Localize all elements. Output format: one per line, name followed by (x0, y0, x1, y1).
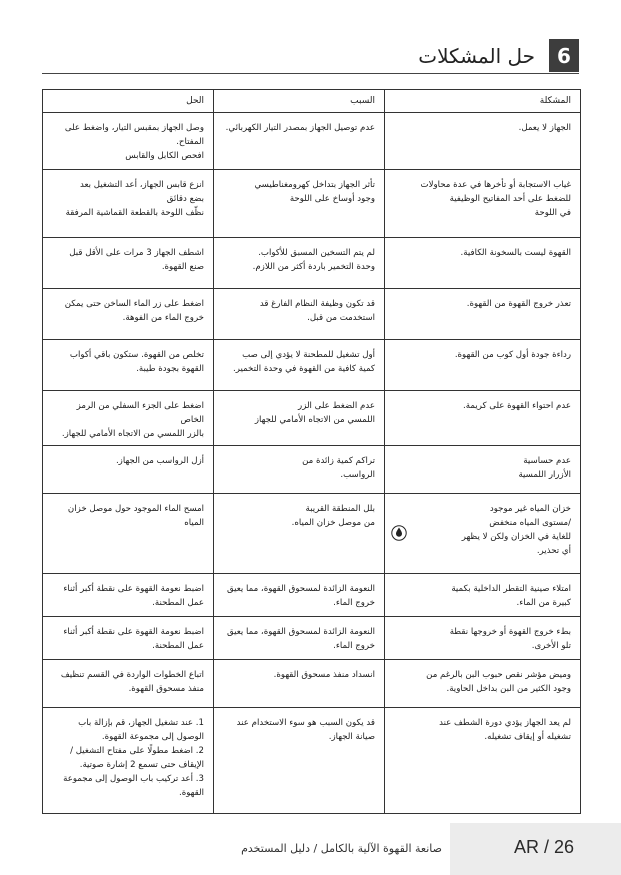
cell-problem (385, 446, 581, 494)
cell-solution (43, 708, 214, 814)
problem-text-line: في اللوحة (534, 208, 571, 218)
cell-problem (385, 340, 581, 391)
cell-problem (385, 238, 581, 289)
cell-solution (43, 170, 214, 238)
cell-solution (43, 340, 214, 391)
solution-text-line: امسح الماء الموجود حول موصل خزان (67, 504, 204, 514)
cause-text-line: وجود أوساخ على اللوحة (289, 194, 375, 204)
table-row (43, 113, 581, 170)
solution-text-line: أزل الرواسب من الجهاز. (115, 456, 204, 466)
table-row (43, 170, 581, 238)
table-row (43, 238, 581, 289)
problem-text-line: تلو الأخرى. (531, 641, 571, 651)
cause-text-line: اللمسي من الاتجاه الأمامي للجهاز (254, 415, 375, 425)
table-row (43, 446, 581, 494)
problem-text-line: وجود الكثير من البن بداخل الحاوية. (446, 684, 571, 694)
page-number: AR / 26 (514, 837, 575, 857)
solution-text-line: اشطف الجهاز 3 مرات على الأقل قبل (69, 248, 204, 258)
problem-text-line: خزان المياه غير موجود (489, 504, 571, 514)
problem-text-line: عدم احتواء القهوة على كريمة. (463, 401, 571, 411)
problem-text-line: تعذر خروج القهوة من القهوة. (466, 299, 571, 309)
solution-text-line: بضع دقائق (166, 194, 204, 204)
cell-cause (214, 391, 385, 446)
cause-text-line: أول تشغيل للمطحنة لا يؤدي إلى صب (242, 350, 375, 360)
troubleshooting-table (42, 89, 580, 814)
solution-text-line: المفتاح. (176, 137, 204, 147)
problem-text-line: لم يعد الجهاز يؤدي دورة الشطف عند (439, 718, 571, 728)
cause-text-line: استخدمت من قبل. (307, 313, 375, 323)
table-row (43, 660, 581, 708)
table-row (43, 574, 581, 617)
solution-text-line: وصل الجهاز بمقبس التيار، واضغط على (64, 123, 204, 133)
solution-text-line: اضبط نعومة القهوة على نقطة أكبر أثناء (63, 584, 204, 594)
cell-cause (214, 113, 385, 170)
cause-text-line: تأثر الجهاز بتداخل كهرومغناطيسي (254, 180, 375, 190)
solution-text-line: القهوة بجودة طيبة. (136, 364, 204, 374)
solution-text-line: تخلص من القهوة. ستكون باقي أكواب (69, 350, 204, 360)
cell-solution (43, 238, 214, 289)
solution-text-line: 3. أعد تركيب باب الوصول إلى مجموعة (63, 774, 204, 784)
table-row (43, 617, 581, 660)
column-header-cause: السبب (214, 90, 385, 113)
cell-solution (43, 660, 214, 708)
problem-text-line: الأزرار اللمسية (518, 470, 571, 480)
cell-problem (385, 113, 581, 170)
solution-text-line: نظّف اللوحة بالقطعة القماشية المرفقة (65, 208, 204, 218)
problem-text-line: أي تحذير. (536, 546, 571, 556)
solution-text-line: صنع القهوة. (161, 262, 204, 272)
water-drop-icon (391, 524, 407, 542)
table-header-row (43, 90, 581, 113)
cell-solution (43, 494, 214, 574)
problem-text-line: للضغط على أحد المفاتيح الوظيفية (449, 194, 571, 204)
problem-text-line: القهوة ليست بالسخونة الكافية. (460, 248, 571, 258)
problem-text-line: تشغيله أو إيقاف تشغيله. (484, 732, 571, 742)
cause-text-line: لم يتم التسخين المسبق للأكواب. (258, 248, 375, 258)
problem-text-line: الجهاز لا يعمل. (518, 123, 571, 133)
cell-cause (214, 170, 385, 238)
solution-text-line: اتباع الخطوات الواردة في القسم تنظيف (60, 670, 204, 680)
solution-text-line: خروج الماء من الفوهة. (122, 313, 204, 323)
cell-solution (43, 391, 214, 446)
chapter-number: 6 (549, 39, 579, 72)
cause-text-line: عدم توصيل الجهاز بمصدر التيار الكهربائي. (225, 123, 375, 133)
cause-text-line: تراكم كمية زائدة من (302, 456, 375, 466)
cell-problem (385, 391, 581, 446)
table-row (43, 340, 581, 391)
problem-text-line: كبيرة من الماء. (516, 598, 571, 608)
table-row (43, 494, 581, 574)
solution-text-line: اضبط نعومة القهوة على نقطة أكبر أثناء (63, 627, 204, 637)
solution-text-line: الوصول إلى مجموعة القهوة. (101, 732, 204, 742)
cause-text-line: كمية كافية من القهوة في وحدة التخمير. (233, 364, 375, 374)
cell-problem (385, 660, 581, 708)
solution-text-line: القهوة. (179, 788, 204, 798)
solution-text-line: الإيقاف حتى تسمع 2 إشارة صوتية. (79, 760, 204, 770)
solution-text-line: انزع قابس الجهاز، أعد التشغيل بعد (79, 180, 204, 190)
column-header-problem: المشكلة (385, 90, 581, 113)
table-row (43, 708, 581, 814)
cell-cause (214, 494, 385, 574)
chapter-header (42, 39, 579, 74)
cell-cause (214, 574, 385, 617)
solution-text-line: عمل المطحنة. (152, 598, 204, 608)
table-row (43, 391, 581, 446)
cause-text-line: النعومة الزائدة لمسحوق القهوة، مما يعيق (226, 627, 375, 637)
cell-cause (214, 289, 385, 340)
table-row (43, 289, 581, 340)
cell-solution (43, 113, 214, 170)
cell-problem (385, 170, 581, 238)
cause-text-line: النعومة الزائدة لمسحوق القهوة، مما يعيق (226, 584, 375, 594)
solution-text-line: عمل المطحنة. (152, 641, 204, 651)
cell-problem (385, 617, 581, 660)
cell-cause (214, 708, 385, 814)
cell-problem (385, 289, 581, 340)
cause-text-line: خروج الماء. (333, 598, 375, 608)
solution-text-line: 1. عند تشغيل الجهاز، قم بإزالة باب (78, 718, 204, 728)
cell-cause (214, 238, 385, 289)
problem-text-line: بطء خروج القهوة أو خروجها نقطة (449, 627, 571, 637)
cell-solution (43, 617, 214, 660)
cell-cause (214, 340, 385, 391)
cause-text-line: خروج الماء. (333, 641, 375, 651)
solution-text-line: بالزر اللمسي من الاتجاه الأمامي للجهاز. (61, 429, 204, 439)
cell-solution (43, 574, 214, 617)
solution-text-line: اضغط على زر الماء الساخن حتى يمكن (64, 299, 204, 309)
problem-text-line: عدم حساسية (523, 456, 571, 466)
cell-cause (214, 660, 385, 708)
solution-text-line: افحص الكابل والقابس (125, 151, 204, 161)
cell-solution (43, 289, 214, 340)
cause-text-line: صيانة الجهاز. (328, 732, 375, 742)
cell-problem (385, 708, 581, 814)
problem-text-line: امتلاء صينية التقطر الداخلية بكمية (451, 584, 571, 594)
cause-text-line: قد تكون وظيفة النظام الفارغ قد (259, 299, 375, 309)
problem-text-line: رداءة جودة أول كوب من القهوة. (454, 350, 571, 360)
cell-problem (385, 494, 581, 574)
cause-text-line: من موصل خزان المياه. (291, 518, 375, 528)
solution-text-line: منفذ مسحوق القهوة. (128, 684, 204, 694)
problem-text-line: وميض مؤشر نقص حبوب البن بالرغم من (426, 670, 571, 680)
cause-text-line: قد يكون السبب هو سوء الاستخدام عند (236, 718, 375, 728)
cell-cause (214, 446, 385, 494)
page-number-box (450, 823, 621, 875)
problem-text-line: غياب الاستجابة أو تأخرها في عدة محاولات (420, 180, 571, 190)
solution-text-line: المياه (184, 518, 204, 528)
chapter-title: حل المشكلات (418, 44, 535, 68)
cause-text-line: الرواسب. (340, 470, 375, 480)
cell-solution (43, 446, 214, 494)
cause-text-line: عدم الضغط على الزر (298, 401, 375, 411)
solution-text-line: اضغط على الجزء السفلي من الرمز الخاص (76, 401, 204, 425)
cell-cause (214, 617, 385, 660)
manual-title: صانعة القهوة الآلية بالكامل / دليل المستخدم (241, 842, 442, 855)
column-header-solution: الحل (43, 90, 214, 113)
cell-problem (385, 574, 581, 617)
problem-text-line: للغاية في الخزان ولكن لا يظهر (461, 532, 571, 542)
solution-text-line: 2. اضغط مطولًا على مفتاح التشغيل / (70, 746, 204, 756)
problem-text-line: /مستوى المياه منخفض (489, 518, 571, 528)
cause-text-line: انسداد منفذ مسحوق القهوة. (273, 670, 375, 680)
cause-text-line: وحدة التخمير باردة أكثر من اللازم. (252, 262, 375, 272)
cause-text-line: بلل المنطقة القريبة (305, 504, 375, 514)
footer (0, 832, 442, 872)
